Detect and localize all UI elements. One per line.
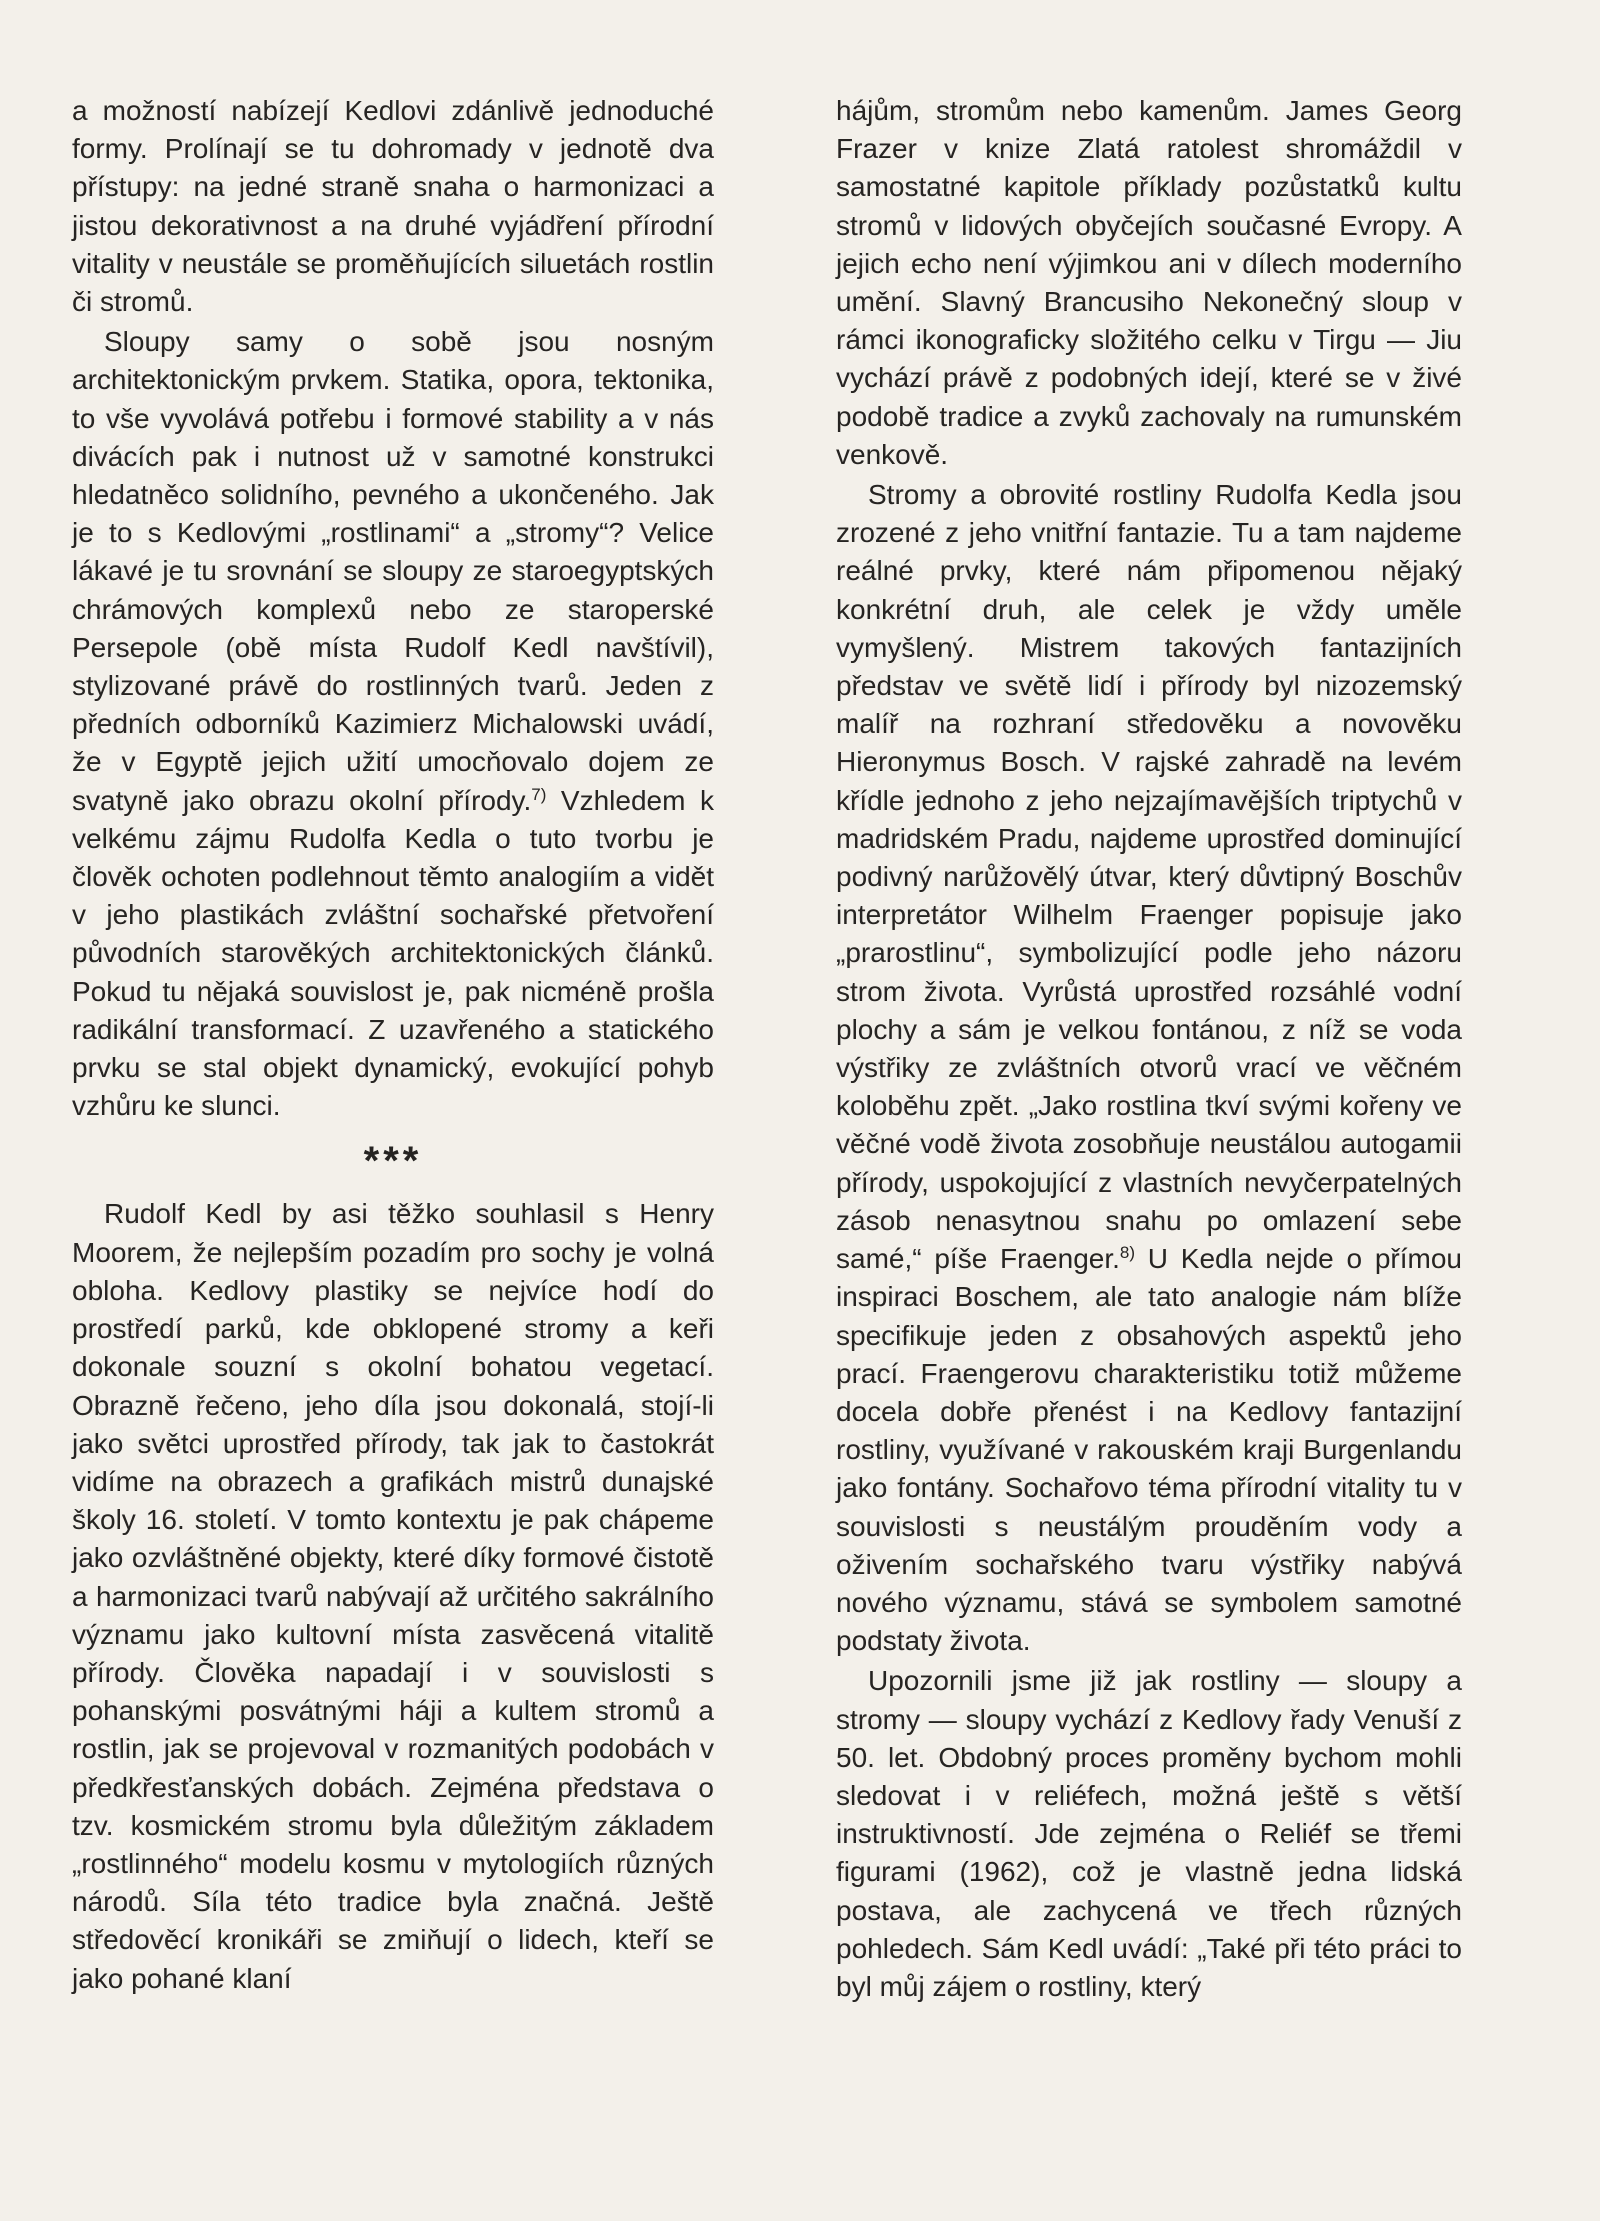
footnote-ref: 8) xyxy=(1119,1243,1136,1263)
paragraph: Upozornili jsme již jak rostliny — sloupy a stromy — sloupy vychází z Kedlovy řady Venuší z 50. let. Obdobný proces proměny bychom mohli sledovat i v reliéfech, možná ještě s větší instruktivností. Jde zejména o Reliéf se třemi figurami (1962), což je vlastně jedna lidská postava, ale zachycená ve třech různých pohledech. Sám Kedl uvádí: „Také při této práci to byl můj zájem o rostliny, který xyxy=(836,1665,1462,2002)
left-column xyxy=(72,92,714,2000)
paragraph-text: Vzhledem k velkému zájmu Rudolfa Kedla o tuto tvorbu je člověk ochoten podlehnout těmto analogiím a vidět v jeho plastikách zvláštní sochařské přetvoření původních starověkých architektonických článků. Pokud tu nějaká souvislost je, pak nicméně prošla radikální transformací. Z uzavřeného a statického prvku se stal objekt dynamický, evokující pohyb vzhůru ke slunci. xyxy=(72,784,714,1122)
paragraph xyxy=(72,323,714,1125)
paragraph-text: Sloupy samy o sobě jsou nosným architektonickým prvkem. Statika, opora, tektonika, to vše vyvolává potřebu i formové stability a v nás divácích pak i nutnost už v samotné konstrukci hledatněco solidního, pevného a ukončeného. Jak je to s Kedlovými „rostlinami“ a „stromy“? Velice lákavé je tu srovnání se sloupy ze staroegyptských chrámových komplexů nebo ze staroperské Persepole (obě místa Rudolf Kedl navštívil), stylizované právě do rostlinných tvarů. Jeden z předních odborníků Kazimierz Michalowski uvádí, že v Egyptě jejich užití umocňovalo dojem ze svatyně jako obrazu okolní přírody. xyxy=(72,326,714,816)
footnote-ref: 7) xyxy=(531,784,547,804)
paragraph: hájům, stromům nebo kamenům. James Georg Frazer v knize Zlatá ratolest shromáždil v samostatné kapitole příklady pozůstatků kultu stromů v lidových obyčejích současné Evropy. A jejich echo není výjimkou ani v dílech moderního umění. Slavný Brancusiho Nekonečný sloup v rámci ikonograficky složitého celku v Tirgu — Jiu vychází právě z podobných idejí, které se v živé podobě tradice a zvyků zachovaly na rumunském venkově. xyxy=(836,95,1462,470)
paragraph xyxy=(836,476,1462,1660)
paragraph: a možností nabízejí Kedlovi zdánlivě jednoduché formy. Prolínají se tu dohromady v jednotě dva přístupy: na jedné straně snaha o harmonizaci a jistou dekorativnost a na druhé vyjádření přírodní vitality v neustále se proměňujících siluetách rostlin či stromů. xyxy=(72,95,714,318)
paragraph-text: U Kedla nejde o přímou inspiraci Boschem, ale tato analogie nám blíže specifikuje jeden z obsahových aspektů jeho prací. Fraengerovu charakteristiku totiž můžeme docela dobře přenést i na Kedlovy fantazijní rostliny, využívané v rakouském kraji Burgenlandu jako fontány. Sochařovo téma přírodní vitality tu v souvislosti s neustálým prouděním vody a oživením sochařského tvaru výstřiky nabývá nového významu, stává se symbolem samotné podstaty života. xyxy=(836,1243,1462,1657)
paragraph-text: Stromy a obrovité rostliny Rudolfa Kedla jsou zrozené z jeho vnitřní fantazie. Tu a tam najdeme reálné prvky, které nám připomenou nějaký konkrétní druh, ale celek je vždy uměle vymyšlený. Mistrem takových fantazijních představ ve světě lidí i přírody byl nizozemský malíř na rozhraní středověku a novověku Hieronymus Bosch. V rajské zahradě na levém křídle jednoho z jeho nejzajímavějších triptychů v madridském Pradu, najdeme uprostřed dominující podivný narůžovělý útvar, který důvtipný Boschův interpretátor Wilhelm Fraenger popisuje jako „prarostlinu“, symbolizující podle jeho názoru strom života. Vyrůstá uprostřed rozsáhlé vodní plochy a sám je velkou fontánou, z níž se voda výstřiky ze zvláštních otvorů vrací ve věčném koloběhu zpět. „Jako rostlina tkví svými kořeny ve věčné vodě života zosobňuje neustálou autogamii přírody, uspokojující z vlastních nevyčerpatelných zásob nenasytnou snahu po omlazení sebe samé,“ píše Fraenger. xyxy=(836,479,1462,1275)
paragraph: Rudolf Kedl by asi těžko souhlasil s Henry Moorem, že nejlepším pozadím pro sochy je volná obloha. Kedlovy plastiky se nejvíce hodí do prostředí parků, kde obklopené stromy a keři dokonale souzní s okolní bohatou vegetací. Obrazně řečeno, jeho díla jsou dokonalá, stojí-li jako světci uprostřed přírody, tak jak to častokrát vidíme na obrazech a grafikách mistrů dunajské školy 16. století. V tomto kontextu je pak chápeme jako ozvláštněné objekty, které díky formové čistotě a harmonizaci tvarů nabývají až určitého sakrálního významu jako kultovní místa zasvěcená vitalitě přírody. Člověka napadají i v souvislosti s pohanskými posvátnými háji a kultem stromů a rostlin, jak se projevoval v rozmanitých podobách v předkřesťanských dobách. Zejména představa o tzv. kosmickém stromu byla důležitým základem „rostlinného“ modelu kosmu v mytologiích různých národů. Síla této tradice byla značná. Ještě středověcí kronikáři se zmiňují o lidech, kteří se jako pohané klaní xyxy=(72,1198,714,1994)
section-separator: *** xyxy=(363,1139,423,1184)
right-column xyxy=(836,92,1462,2008)
